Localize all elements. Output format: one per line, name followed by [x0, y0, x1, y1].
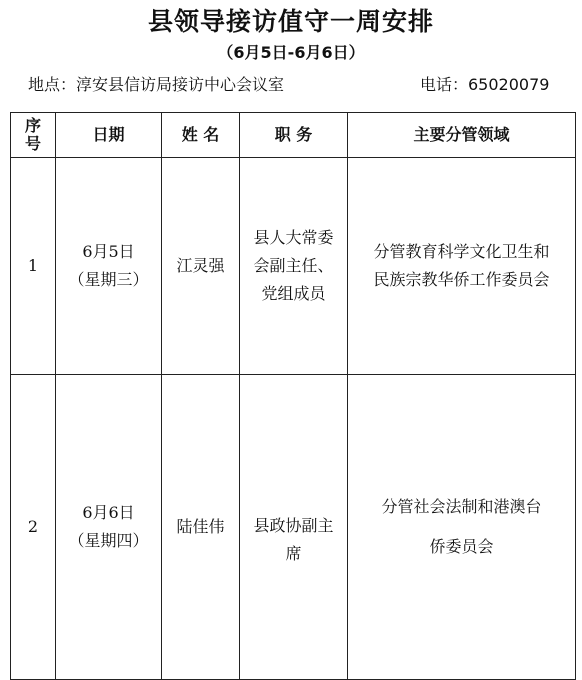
row-title-line: 县人大常委 — [253, 228, 334, 247]
row-date-cell — [56, 375, 162, 680]
row-date: 6月6日 — [82, 503, 135, 522]
row-domain-cell — [348, 375, 576, 680]
row-title-line: 会副主任、 — [253, 256, 334, 275]
row-weekday: （星期三） — [68, 270, 149, 289]
table-row — [11, 158, 576, 375]
row-date: 6月5日 — [82, 242, 135, 261]
row-domain-cell — [348, 158, 576, 375]
date-range-subtitle: （6月5日-6月6日） — [217, 43, 365, 62]
row-weekday: （星期四） — [68, 531, 149, 550]
column-header-title: 职 务 — [240, 113, 348, 158]
table-header-row — [11, 113, 576, 158]
row-title-line: 县政协副主 — [253, 516, 334, 535]
row-index: 1 — [11, 158, 56, 375]
row-title-line: 席 — [285, 544, 302, 563]
phone-text: 电话：65020079 — [420, 75, 550, 94]
row-domain-line: 分管社会法制和港澳台 — [381, 497, 542, 516]
column-header-name: 姓 名 — [162, 113, 240, 158]
page-title: 县领导接访值守一周安排 — [147, 7, 434, 36]
schedule-table — [10, 112, 576, 680]
column-header-date: 日期 — [56, 113, 162, 158]
row-name: 陆佳伟 — [162, 375, 240, 680]
row-domain-line: 侨委员会 — [429, 537, 494, 556]
row-title-cell — [240, 375, 348, 680]
row-domain-line: 民族宗教华侨工作委员会 — [373, 270, 550, 289]
row-date-cell — [56, 158, 162, 375]
table-row — [11, 375, 576, 680]
column-header-domain: 主要分管领域 — [348, 113, 576, 158]
column-header-index: 序号 — [11, 113, 56, 158]
row-domain-line: 分管教育科学文化卫生和 — [373, 242, 550, 261]
row-title-cell — [240, 158, 348, 375]
row-index: 2 — [11, 375, 56, 680]
location-text: 地点：淳安县信访局接访中心会议室 — [28, 75, 285, 94]
row-title-line: 党组成员 — [261, 284, 326, 303]
row-name: 江灵强 — [162, 158, 240, 375]
